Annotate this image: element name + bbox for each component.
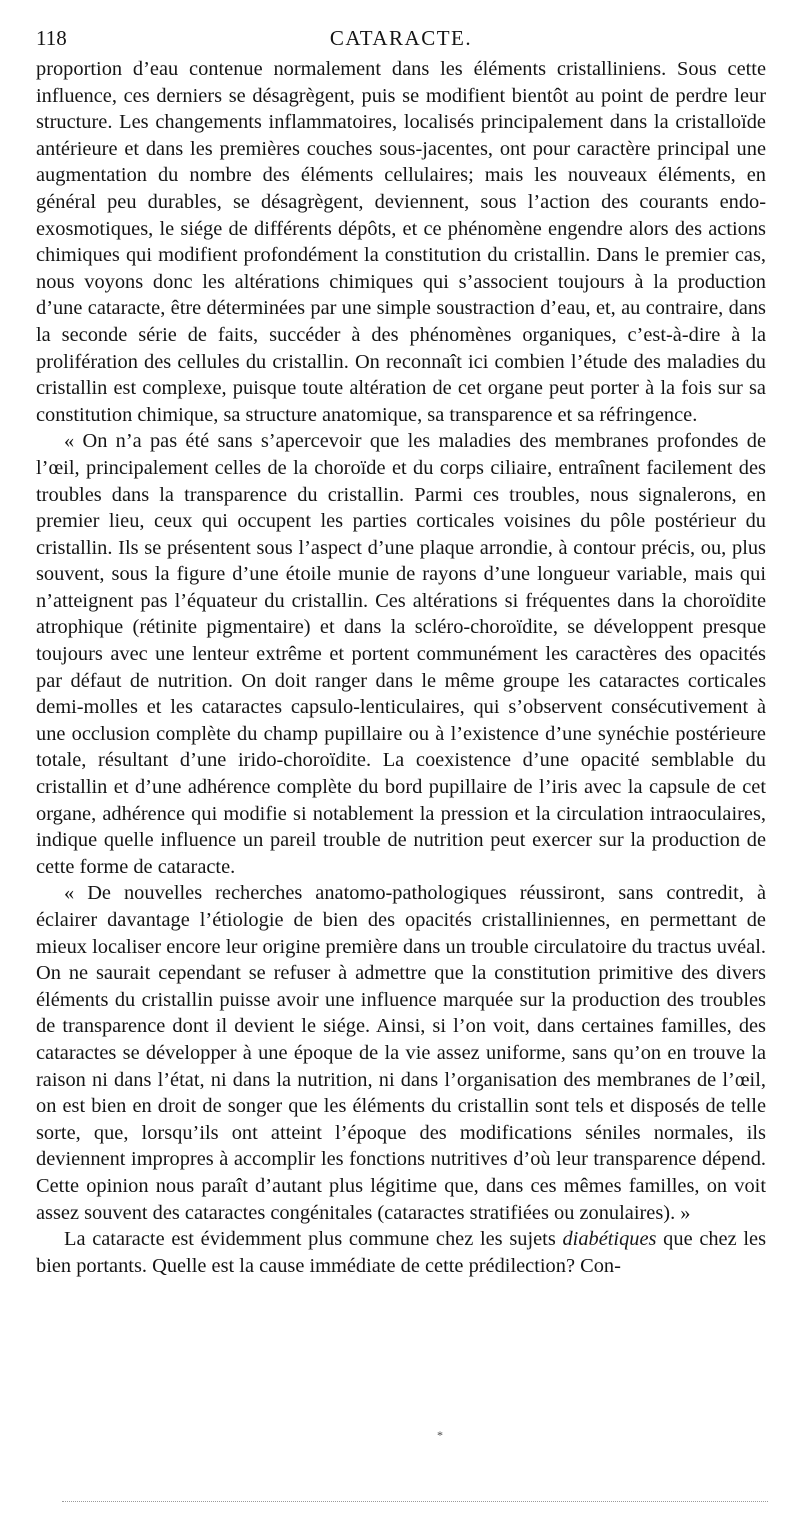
italic-term: diabétiques bbox=[562, 1228, 657, 1251]
paragraph-4 bbox=[36, 1226, 766, 1279]
body-text bbox=[36, 56, 766, 1279]
page-header bbox=[36, 26, 766, 56]
paragraph-3-quote: « De nouvelles recherches anatomo-pathologiques réussiront, sans contredit, à éclairer davantage l’étiologie de bien des opacités cristalliniennes, en permettant de mieux localiser encore leur origine première dans un trouble circulatoire du tractus uvéal. On ne saurait cependant se refuser à admettre que la constitution primitive des divers éléments du cristallin puisse avoir une influence marquée sur la production des troubles de transparence dont il devient le siége. Ainsi, si l’on voit, dans certaines familles, des cataractes se développer à une époque de la vie assez uniforme, sans qu’on en trouve la raison ni dans l’état, ni dans la nutrition, ni dans l’organisation des membranes de l’œil, on est bien en droit de songer que les éléments du cristallin sont tels et disposés de telle sorte, que, lorsqu’ils ont atteint l’époque des modifications séniles normales, ils deviennent impropres à accomplir les fonctions nutritives d’où leur transparence dépend. Cette opinion nous paraît d’autant plus légitime que, dans ces mêmes familles, on voit assez souvent des cataractes congénitales (cataractes stratifiées ou zonulaires). » bbox=[36, 882, 766, 1224]
paragraph-4-end: que chez les bien portants. Quelle est la cause immédiate de cette prédilection? Con- bbox=[36, 1228, 767, 1277]
paragraph-1: proportion d’eau contenue normalement dans les éléments cristalliniens. Sous cette influence, ces derniers se désagrègent, puis se modifient bientôt au point de perdre leur structure. Les changements inflammatoires, localisés principalement dans la cristalloïde antérieure et dans les premières couches sous-jacentes, ont pour caractère principal une augmentation du nombre des éléments cellulaires; mais les nouveaux éléments, en général peu durables, se désagrègent, deviennent, sous l’action des courants endo-exosmotiques, le siége de différents dépôts, et ce phénomène engendre alors des actions chimiques qui modifient profondément la constitution du cristallin. Dans le premier cas, nous voyons donc les altérations chimiques qui s’associent toujours à la production d’une cataracte, être déterminées par une simple soustraction d’eau, et, au contraire, dans la seconde série de faits, succéder à des phénomènes organiques, c’est-à-dire à la prolifération des cellules du cristallin. On reconnaît ici combien l’étude des maladies du cristallin est complexe, puisque toute altération de cet organe peut porter à la fois sur sa constitution chimique, sa structure anatomique, sa transparence et sa réfringence. bbox=[36, 58, 766, 426]
paragraph-4-start: La cataracte est évidemment plus commune chez les sujets bbox=[64, 1228, 563, 1251]
paragraph-2-quote: « On n’a pas été sans s’apercevoir que les maladies des membranes profondes de l’œil, principalement celles de la choroïde et du corps ciliaire, entraînent facilement des troubles dans la transparence du cristallin. Parmi ces troubles, nous signalerons, en premier lieu, ceux qui occupent les parties corticales voisines du pôle postérieur du cristallin. Ils se présentent sous l’aspect d’une plaque arrondie, à contour précis, ou, plus souvent, sous la figure d’une étoile munie de rayons d’une longueur variable, mais qui n’atteignent pas l’équateur du cristallin. Ces altérations si fréquentes dans la choroïdite atrophique (rétinite pigmentaire) et dans la scléro-choroïdite, se développent presque toujours avec une lenteur extrême et portent communément les caractères des opacités par défaut de nutrition. On doit ranger dans le même groupe les cataractes corticales demi-molles et les cataractes capsulo-lenticulaires, qui s’observent consécutivement à une occlusion complète du champ pupillaire ou à l’existence d’une synéchie postérieure totale, résultant d’une irido-choroïdite. La coexistence d’une opacité semblable du cristallin et d’une adhérence complète du bord pupillaire de l’iris avec la capsule de cet organe, adhérence qui modifie si notablement la pression et la circulation intraoculaires, indique quelle influence un pareil trouble de nutrition peut exercer sur la production de cette forme de cataracte. bbox=[36, 430, 766, 878]
running-title: CATARACTE. bbox=[329, 26, 473, 50]
book-page bbox=[36, 26, 766, 1279]
page-number: 118 bbox=[36, 26, 67, 50]
footer-dotted-rule bbox=[62, 1501, 768, 1502]
footer-asterisk: * bbox=[437, 1428, 443, 1442]
